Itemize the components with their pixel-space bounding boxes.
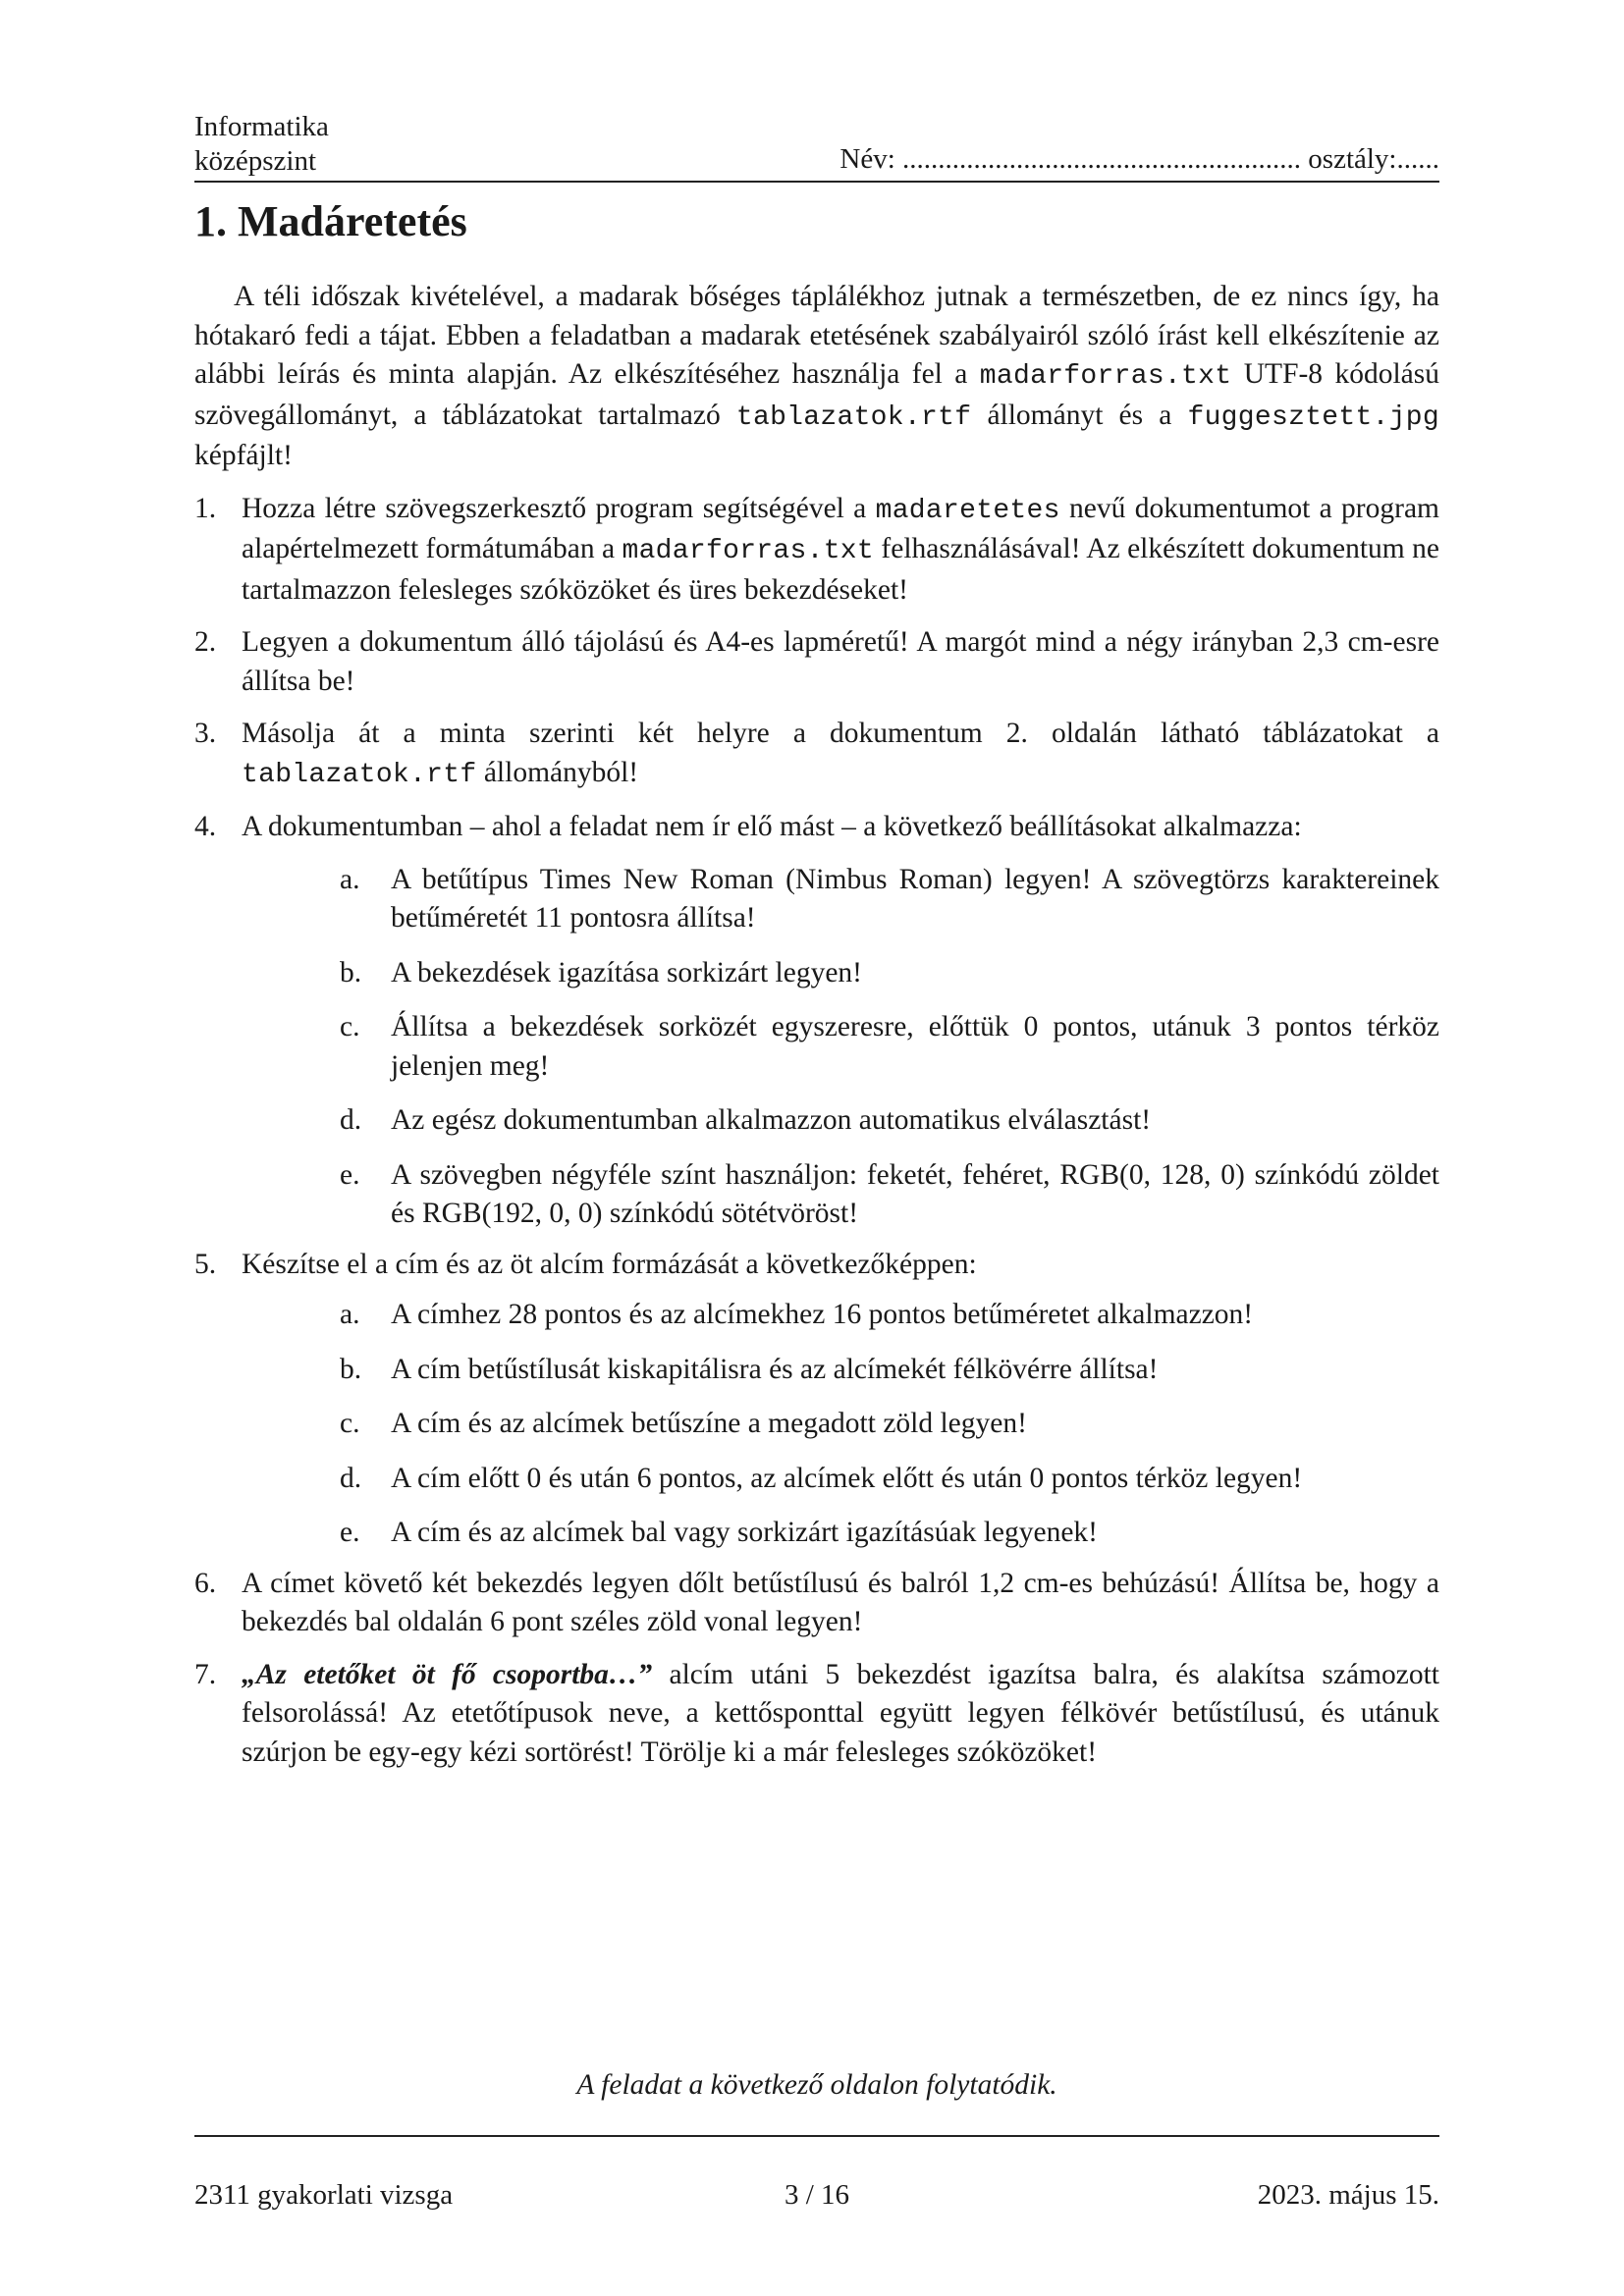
task-item-6 bbox=[194, 1565, 1439, 1642]
task-3-text-b: állományból! bbox=[476, 756, 639, 788]
file-name-tablazatok: tablazatok.rtf bbox=[242, 759, 477, 790]
subtask-text: A cím betűstílusát kiskapitálisra és az alcímekét félkövérre állítsa! bbox=[391, 1353, 1159, 1385]
task-number: 1. bbox=[194, 492, 217, 524]
subtask-label: d. bbox=[340, 1104, 362, 1136]
task-number: 6. bbox=[194, 1567, 217, 1599]
exam-page bbox=[194, 0, 1439, 2296]
task-number: 7. bbox=[194, 1658, 217, 1690]
task-item-1 bbox=[194, 490, 1439, 611]
task-text bbox=[242, 490, 1439, 611]
subject-name: Informatika bbox=[194, 111, 329, 142]
intro-text-2: UTF-8 kódolású szövegállományt, a táblázatokat tartalmazó bbox=[194, 358, 1439, 431]
subtask-text: Az egész dokumentumban alkalmazzon automatikus elválasztást! bbox=[391, 1104, 1152, 1136]
intro-paragraph bbox=[194, 278, 1439, 476]
subtask-label: b. bbox=[340, 1353, 362, 1385]
task-number: 3. bbox=[194, 718, 217, 749]
name-class-field: Név: ........................................................ osztály:...... bbox=[839, 143, 1439, 175]
task-3-text-a: Másolja át a minta szerinti két helyre a dokumentum 2. oldalán látható táblázatokat a bbox=[242, 718, 1439, 749]
subtask-5c bbox=[340, 1405, 1439, 1444]
task-7-text: alcím utáni 5 bekezdést igazítsa balra, és alakítsa számozott felsorolássá! Az etetőtípusok neve, a kettősponttal együtt legyen félkövér betűstílusú, és utánuk szúrjon be egy-egy kézi sortörést! Törölje ki a már felesleges szóközöket! bbox=[242, 1658, 1440, 1768]
subtask-text: A cím előtt 0 és után 6 pontos, az alcímek előtt és után 0 pontos térköz legyen! bbox=[391, 1462, 1303, 1494]
task-number: 2. bbox=[194, 626, 217, 658]
subtask-label: d. bbox=[340, 1462, 362, 1494]
page-title: 1. Madáretetés bbox=[194, 197, 467, 245]
task-1-text-a: Hozza létre szövegszerkesztő program segítségével a bbox=[242, 492, 876, 524]
subtask-label: a. bbox=[340, 1299, 360, 1330]
subtask-5d bbox=[340, 1460, 1439, 1499]
continues-note: A feladat a következő oldalon folytatódik. bbox=[576, 2069, 1057, 2101]
subtask-5a bbox=[340, 1296, 1439, 1335]
task-text: Készítse el a cím és az öt alcím formázását a következőképpen: bbox=[242, 1248, 977, 1280]
intro-text-3: állományt és a bbox=[971, 399, 1188, 431]
subject-level: középszint bbox=[194, 145, 317, 177]
subtask-4b bbox=[340, 954, 1439, 993]
subheading-quote: „Az etetőket öt fő csoportba…” bbox=[242, 1658, 653, 1690]
file-name-madarforras: madarforras.txt bbox=[979, 361, 1232, 392]
subtask-text: Állítsa a bekezdések sorközét egyszeresre, előttük 0 pontos, utánuk 3 pontos térköz jelenjen meg! bbox=[391, 1011, 1439, 1082]
page-footer bbox=[194, 2179, 1439, 2218]
intro-text-1: A téli időszak kivételével, a madarak bőséges táplálékhoz jutnak a természetben, de ez nincs így, ha hótakaró fedi a tájat. Ebben a feladatban a madarak etetésének szabályairól szóló írást kell elkészítenie az alábbi leírás és minta alapján. Az elkészítéséhez használja fel a bbox=[194, 281, 1439, 390]
task-item-5 bbox=[194, 1246, 1439, 1285]
subtask-4d bbox=[340, 1101, 1439, 1141]
file-name-tablazatok: tablazatok.rtf bbox=[735, 401, 972, 433]
task-text: A dokumentumban – ahol a feladat nem ír elő mást – a következő beállításokat alkalmazza: bbox=[242, 811, 1302, 842]
subtask-text: A betűtípus Times New Roman (Nimbus Roman) legyen! A szövegtörzs karaktereinek betűméretét 11 pontosra állítsa! bbox=[391, 863, 1439, 934]
subtask-5b bbox=[340, 1351, 1439, 1390]
subtask-text: A bekezdések igazítása sorkizárt legyen! bbox=[391, 956, 862, 988]
subtask-text: A cím és az alcímek betűszíne a megadott zöld legyen! bbox=[391, 1408, 1027, 1439]
subtask-label: c. bbox=[340, 1011, 360, 1042]
subtask-4c bbox=[340, 1008, 1439, 1086]
task-item-7 bbox=[194, 1656, 1439, 1773]
file-name-fuggesztett: fuggesztett.jpg bbox=[1187, 401, 1440, 433]
file-name-madaretetes: madaretetes bbox=[875, 495, 1060, 526]
task-item-3 bbox=[194, 715, 1439, 794]
file-name-madarforras: madarforras.txt bbox=[622, 536, 875, 566]
exam-code: 2311 gyakorlati vizsga bbox=[194, 2179, 454, 2211]
page-number: 3 / 16 bbox=[784, 2179, 850, 2211]
intro-text-4: képfájlt! bbox=[194, 440, 293, 471]
task-text bbox=[242, 1656, 1439, 1773]
subtask-label: c. bbox=[340, 1408, 360, 1439]
task-item-4 bbox=[194, 808, 1439, 847]
subtask-4a bbox=[340, 861, 1439, 938]
subtask-label: e. bbox=[340, 1517, 360, 1548]
subtask-text: A szövegben négyféle színt használjon: feketét, fehéret, RGB(0, 128, 0) színkódú zöldet és RGB(192, 0, 0) színkódú sötétvöröst! bbox=[391, 1158, 1439, 1229]
subtask-4e bbox=[340, 1156, 1439, 1234]
subtask-5e bbox=[340, 1514, 1439, 1553]
task-text: A címet követő két bekezdés legyen dőlt betűstílusú és balról 1,2 cm-es behúzású! Állítsa be, hogy a bekezdés bal oldalán 6 pont széles zöld vonal legyen! bbox=[242, 1567, 1439, 1637]
task-1-text-c: felhasználásával! Az elkészített dokumentum ne tartalmazzon felesleges szóközöket és üres bekezdéseket! bbox=[242, 533, 1439, 606]
task-item-2 bbox=[194, 623, 1439, 701]
subtask-label: b. bbox=[340, 956, 362, 988]
footer-rule bbox=[194, 2135, 1439, 2137]
task-number: 5. bbox=[194, 1248, 217, 1280]
subtask-text: A cím és az alcímek bal vagy sorkizárt igazításúak legyenek! bbox=[391, 1517, 1098, 1548]
task-body bbox=[194, 278, 1439, 1786]
subject-label bbox=[194, 110, 329, 179]
subtask-label: a. bbox=[340, 863, 360, 895]
exam-date: 2023. május 15. bbox=[1257, 2179, 1439, 2211]
subtask-text: A címhez 28 pontos és az alcímekhez 16 pontos betűméretet alkalmazzon! bbox=[391, 1299, 1254, 1330]
subtask-label: e. bbox=[340, 1158, 360, 1191]
header-rule bbox=[194, 181, 1439, 183]
task-1-text-b: nevű dokumentumot a program alapértelmezett formátumában a bbox=[242, 492, 1439, 564]
task-text: Legyen a dokumentum álló tájolású és A4-es lapméretű! A margót mind a négy irányban 2,3 cm-esre állítsa be! bbox=[242, 626, 1439, 697]
page-header bbox=[194, 110, 1439, 179]
task-number: 4. bbox=[194, 811, 217, 842]
task-text bbox=[242, 715, 1439, 794]
